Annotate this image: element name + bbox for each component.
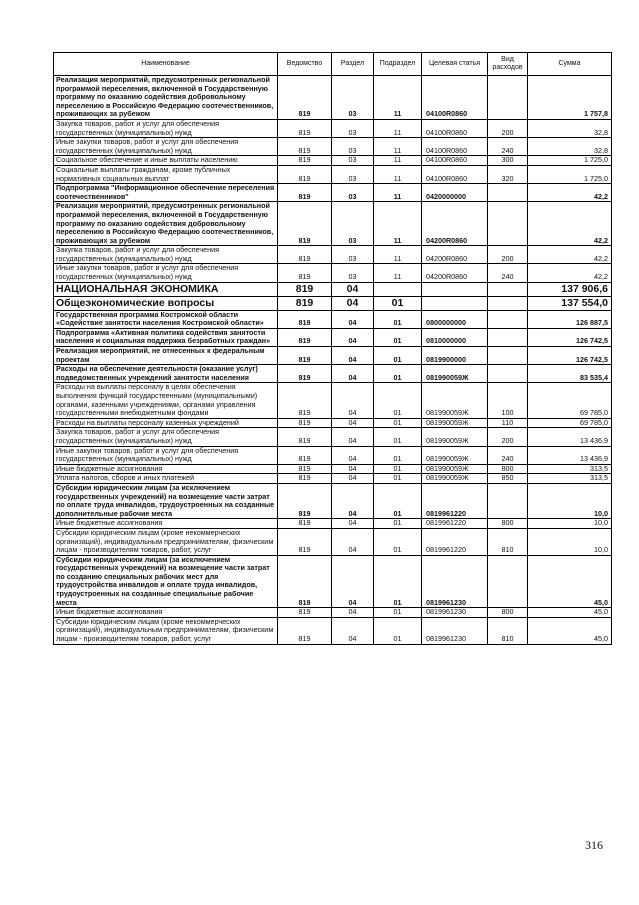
row-section-cell: 03 xyxy=(332,156,374,166)
row-subsection-cell: 01 xyxy=(374,328,422,346)
row-section-cell: 04 xyxy=(332,519,374,529)
table-row xyxy=(54,165,612,183)
row-sum-cell: 32,8 xyxy=(528,119,612,137)
row-target-cell: 0800000000 xyxy=(422,310,488,328)
row-expense-type-cell xyxy=(488,296,528,310)
row-name-cell: Расходы на обеспечение деятельности (оказание услуг) подведомственных учреждений занятости населения xyxy=(54,365,278,383)
row-dept-cell: 819 xyxy=(278,310,332,328)
row-dept-cell: 819 xyxy=(278,138,332,156)
row-section-cell: 04 xyxy=(332,328,374,346)
row-section-cell: 04 xyxy=(332,483,374,518)
row-expense-type-cell xyxy=(488,184,528,202)
row-dept-cell: 819 xyxy=(278,328,332,346)
row-dept-cell: 819 xyxy=(278,617,332,644)
row-expense-type-cell: 800 xyxy=(488,464,528,474)
row-subsection-cell: 01 xyxy=(374,617,422,644)
row-subsection-cell: 11 xyxy=(374,138,422,156)
row-sum-cell: 10,0 xyxy=(528,528,612,555)
row-sum-cell: 137 906,6 xyxy=(528,282,612,296)
table-row xyxy=(54,608,612,618)
row-expense-type-cell xyxy=(488,328,528,346)
row-dept-cell: 819 xyxy=(278,202,332,246)
table-row xyxy=(54,519,612,529)
row-subsection-cell: 01 xyxy=(374,418,422,428)
table-row xyxy=(54,138,612,156)
row-dept-cell: 819 xyxy=(278,184,332,202)
row-subsection-cell: 11 xyxy=(374,184,422,202)
table-row xyxy=(54,383,612,418)
row-section-cell: 04 xyxy=(332,365,374,383)
row-name-cell: Социальное обеспечение и иные выплаты населению xyxy=(54,156,278,166)
row-name-cell: Субсидии юридическим лицам (за исключением государственных учреждений) на возмещение части затрат по оплате труда инвалидов, трудоустроенных на созданные дополнительные рабочие места xyxy=(54,483,278,518)
row-section-cell: 04 xyxy=(332,383,374,418)
row-dept-cell: 819 xyxy=(278,165,332,183)
row-target-cell: 081990059Ж xyxy=(422,365,488,383)
row-name-cell: Иные закупки товаров, работ и услуг для обеспечения государственных (муниципальных) нужд xyxy=(54,264,278,282)
row-expense-type-cell: 810 xyxy=(488,617,528,644)
row-dept-cell: 819 xyxy=(278,119,332,137)
header-sum: Сумма xyxy=(528,53,612,76)
row-name-cell: Подпрограмма «Активная политика содействия занятости населения и социальная поддержка безработных граждан» xyxy=(54,328,278,346)
row-name-cell: НАЦИОНАЛЬНАЯ ЭКОНОМИКА xyxy=(54,282,278,296)
row-expense-type-cell: 240 xyxy=(488,138,528,156)
row-subsection-cell: 01 xyxy=(374,464,422,474)
row-target-cell: 081990059Ж xyxy=(422,446,488,464)
row-name-cell: Уплата налогов, сборов и иных платежей xyxy=(54,474,278,484)
row-dept-cell: 819 xyxy=(278,519,332,529)
row-subsection-cell: 01 xyxy=(374,519,422,529)
row-dept-cell: 819 xyxy=(278,555,332,608)
row-expense-type-cell: 100 xyxy=(488,383,528,418)
table-row xyxy=(54,555,612,608)
row-target-cell: 04200R0860 xyxy=(422,246,488,264)
row-name-cell: Социальные выплаты гражданам, кроме публичных нормативных социальных выплат xyxy=(54,165,278,183)
row-section-cell: 04 xyxy=(332,282,374,296)
row-expense-type-cell xyxy=(488,282,528,296)
row-sum-cell: 42,2 xyxy=(528,184,612,202)
table-row xyxy=(54,528,612,555)
row-sum-cell: 45,0 xyxy=(528,555,612,608)
row-subsection-cell: 01 xyxy=(374,474,422,484)
row-subsection-cell: 01 xyxy=(374,428,422,446)
row-target-cell: 0819961220 xyxy=(422,519,488,529)
row-sum-cell: 126 742,5 xyxy=(528,328,612,346)
row-subsection-cell: 11 xyxy=(374,264,422,282)
row-section-cell: 04 xyxy=(332,296,374,310)
row-expense-type-cell: 240 xyxy=(488,446,528,464)
row-name-cell: Подпрограмма "Информационное обеспечение переселения соотечественников" xyxy=(54,184,278,202)
table-row xyxy=(54,446,612,464)
table-row xyxy=(54,365,612,383)
row-sum-cell: 69 785,0 xyxy=(528,383,612,418)
row-section-cell: 03 xyxy=(332,138,374,156)
row-name-cell: Реализация мероприятий, предусмотренных региональной программой переселения, включенной в Государственную программу по оказанию содействия добровольному переселению в Российскую Федерацию соотечественников, проживающих за рубежом xyxy=(54,76,278,120)
row-target-cell: 0819961230 xyxy=(422,617,488,644)
row-sum-cell: 83 535,4 xyxy=(528,365,612,383)
row-sum-cell: 10,0 xyxy=(528,483,612,518)
row-expense-type-cell: 800 xyxy=(488,519,528,529)
table-row xyxy=(54,347,612,365)
row-dept-cell: 819 xyxy=(278,246,332,264)
row-subsection-cell: 11 xyxy=(374,119,422,137)
row-target-cell: 0420000000 xyxy=(422,184,488,202)
row-name-cell: Реализация мероприятий, не отнесенных к федеральным проектам xyxy=(54,347,278,365)
row-target-cell: 0810000000 xyxy=(422,328,488,346)
budget-table xyxy=(53,52,612,645)
table-header-row xyxy=(54,53,612,76)
header-name: Наименование xyxy=(54,53,278,76)
row-section-cell: 04 xyxy=(332,555,374,608)
row-target-cell: 081990059Ж xyxy=(422,474,488,484)
row-section-cell: 03 xyxy=(332,184,374,202)
row-dept-cell: 819 xyxy=(278,446,332,464)
row-expense-type-cell: 200 xyxy=(488,246,528,264)
row-dept-cell: 819 xyxy=(278,474,332,484)
row-name-cell: Государственная программа Костромской области «Содействие занятости населения Костромской области» xyxy=(54,310,278,328)
row-name-cell: Реализация мероприятий, предусмотренных региональной программой переселения, включенной в Государственную программу по оказанию содействия добровольному переселению в Российскую Федерацию соотечественников, проживающих за рубежом xyxy=(54,202,278,246)
row-subsection-cell: 01 xyxy=(374,347,422,365)
row-sum-cell: 1 725,0 xyxy=(528,165,612,183)
row-section-cell: 04 xyxy=(332,418,374,428)
row-section-cell: 04 xyxy=(332,310,374,328)
row-expense-type-cell xyxy=(488,76,528,120)
row-sum-cell: 13 436,9 xyxy=(528,446,612,464)
row-section-cell: 03 xyxy=(332,165,374,183)
row-sum-cell: 10,0 xyxy=(528,519,612,529)
row-expense-type-cell xyxy=(488,310,528,328)
row-subsection-cell: 01 xyxy=(374,296,422,310)
row-section-cell: 04 xyxy=(332,464,374,474)
row-section-cell: 04 xyxy=(332,428,374,446)
row-subsection-cell: 01 xyxy=(374,383,422,418)
row-target-cell: 0819961230 xyxy=(422,608,488,618)
row-target-cell: 0819900000 xyxy=(422,347,488,365)
row-expense-type-cell xyxy=(488,365,528,383)
row-dept-cell: 819 xyxy=(278,418,332,428)
row-target-cell: 04100R0860 xyxy=(422,138,488,156)
row-target-cell: 081990059Ж xyxy=(422,464,488,474)
row-target-cell: 081990059Ж xyxy=(422,428,488,446)
row-section-cell: 04 xyxy=(332,474,374,484)
row-name-cell: Иные бюджетные ассигнования xyxy=(54,519,278,529)
row-subsection-cell: 11 xyxy=(374,246,422,264)
row-section-cell: 03 xyxy=(332,76,374,120)
row-sum-cell: 32,8 xyxy=(528,138,612,156)
header-target-article: Целевая статья xyxy=(422,53,488,76)
table-row xyxy=(54,246,612,264)
header-section: Раздел xyxy=(332,53,374,76)
row-name-cell: Иные бюджетные ассигнования xyxy=(54,608,278,618)
row-expense-type-cell: 810 xyxy=(488,528,528,555)
table-body xyxy=(54,76,612,645)
header-dept: Ведомство xyxy=(278,53,332,76)
row-name-cell: Закупка товаров, работ и услуг для обеспечения государственных (муниципальных) нужд xyxy=(54,246,278,264)
row-name-cell: Иные закупки товаров, работ и услуг для обеспечения государственных (муниципальных) нужд xyxy=(54,138,278,156)
row-subsection-cell: 01 xyxy=(374,310,422,328)
row-subsection-cell: 01 xyxy=(374,555,422,608)
row-sum-cell: 42,2 xyxy=(528,264,612,282)
row-dept-cell: 819 xyxy=(278,483,332,518)
row-dept-cell: 819 xyxy=(278,608,332,618)
row-expense-type-cell: 320 xyxy=(488,165,528,183)
row-name-cell: Закупка товаров, работ и услуг для обеспечения государственных (муниципальных) нужд xyxy=(54,428,278,446)
table-row xyxy=(54,184,612,202)
row-dept-cell: 819 xyxy=(278,156,332,166)
row-dept-cell: 819 xyxy=(278,296,332,310)
row-dept-cell: 819 xyxy=(278,264,332,282)
row-target-cell: 04100R0860 xyxy=(422,76,488,120)
row-name-cell: Закупка товаров, работ и услуг для обеспечения государственных (муниципальных) нужд xyxy=(54,119,278,137)
row-sum-cell: 13 436,9 xyxy=(528,428,612,446)
table-row xyxy=(54,483,612,518)
row-name-cell: Иные бюджетные ассигнования xyxy=(54,464,278,474)
row-sum-cell: 42,2 xyxy=(528,246,612,264)
table-row xyxy=(54,296,612,310)
row-name-cell: Расходы на выплаты персоналу в целях обеспечения выполнения функций государственными (муниципальными) органами, казенными учреждениями, органами управления государственными внебюджетными фондами xyxy=(54,383,278,418)
row-expense-type-cell: 300 xyxy=(488,156,528,166)
table-row xyxy=(54,310,612,328)
row-expense-type-cell: 800 xyxy=(488,608,528,618)
table-row xyxy=(54,282,612,296)
header-subsection: Подраздел xyxy=(374,53,422,76)
row-sum-cell: 313,5 xyxy=(528,464,612,474)
table-row xyxy=(54,202,612,246)
row-name-cell: Субсидии юридическим лицам (кроме некоммерческих организаций), индивидуальным предпринимателям, физическим лицам - производителям товаров, работ, услуг xyxy=(54,617,278,644)
row-sum-cell: 1 725,0 xyxy=(528,156,612,166)
row-dept-cell: 819 xyxy=(278,347,332,365)
row-section-cell: 04 xyxy=(332,608,374,618)
row-section-cell: 04 xyxy=(332,528,374,555)
row-expense-type-cell: 850 xyxy=(488,474,528,484)
row-expense-type-cell xyxy=(488,483,528,518)
page-number: 316 xyxy=(585,838,603,852)
row-target-cell: 04200R0860 xyxy=(422,202,488,246)
row-target-cell: 0819961220 xyxy=(422,528,488,555)
table-row xyxy=(54,264,612,282)
row-subsection-cell: 01 xyxy=(374,528,422,555)
row-sum-cell: 45,0 xyxy=(528,617,612,644)
row-target-cell: 081990059Ж xyxy=(422,383,488,418)
row-subsection-cell: 11 xyxy=(374,76,422,120)
row-expense-type-cell: 240 xyxy=(488,264,528,282)
table-row xyxy=(54,119,612,137)
row-target-cell: 04100R0860 xyxy=(422,156,488,166)
row-expense-type-cell xyxy=(488,202,528,246)
row-name-cell: Расходы на выплаты персоналу казенных учреждений xyxy=(54,418,278,428)
row-dept-cell: 819 xyxy=(278,528,332,555)
row-target-cell: 04100R0860 xyxy=(422,119,488,137)
row-subsection-cell: 11 xyxy=(374,156,422,166)
row-sum-cell: 69 785,0 xyxy=(528,418,612,428)
row-target-cell: 0819961220 xyxy=(422,483,488,518)
row-target-cell: 081990059Ж xyxy=(422,418,488,428)
table-row xyxy=(54,617,612,644)
row-subsection-cell xyxy=(374,282,422,296)
row-sum-cell: 126 887,5 xyxy=(528,310,612,328)
row-expense-type-cell: 200 xyxy=(488,428,528,446)
row-sum-cell: 126 742,5 xyxy=(528,347,612,365)
row-name-cell: Иные закупки товаров, работ и услуг для обеспечения государственных (муниципальных) нужд xyxy=(54,446,278,464)
table-row xyxy=(54,474,612,484)
row-section-cell: 04 xyxy=(332,347,374,365)
row-subsection-cell: 11 xyxy=(374,165,422,183)
header-expense-type: Вид расходов xyxy=(488,53,528,76)
row-sum-cell: 1 757,8 xyxy=(528,76,612,120)
row-dept-cell: 819 xyxy=(278,428,332,446)
row-target-cell: 04200R0860 xyxy=(422,264,488,282)
row-name-cell: Общеэкономические вопросы xyxy=(54,296,278,310)
row-subsection-cell: 01 xyxy=(374,446,422,464)
row-sum-cell: 42,2 xyxy=(528,202,612,246)
row-expense-type-cell xyxy=(488,555,528,608)
row-section-cell: 03 xyxy=(332,246,374,264)
row-section-cell: 03 xyxy=(332,264,374,282)
row-subsection-cell: 01 xyxy=(374,608,422,618)
row-dept-cell: 819 xyxy=(278,282,332,296)
row-dept-cell: 819 xyxy=(278,365,332,383)
row-sum-cell: 45,0 xyxy=(528,608,612,618)
row-name-cell: Субсидии юридическим лицам (за исключением государственных учреждений) на возмещение части затрат по созданию специальных рабочих мест для трудоустройства инвалидов и оплате труда инвалидов, трудоустроенных на созданные специальные рабочие места xyxy=(54,555,278,608)
row-dept-cell: 819 xyxy=(278,464,332,474)
row-sum-cell: 137 554,0 xyxy=(528,296,612,310)
row-target-cell: 04100R0860 xyxy=(422,165,488,183)
row-expense-type-cell: 110 xyxy=(488,418,528,428)
row-section-cell: 03 xyxy=(332,202,374,246)
row-expense-type-cell: 200 xyxy=(488,119,528,137)
row-target-cell xyxy=(422,282,488,296)
table-row xyxy=(54,328,612,346)
row-dept-cell: 819 xyxy=(278,76,332,120)
row-subsection-cell: 01 xyxy=(374,365,422,383)
row-section-cell: 04 xyxy=(332,617,374,644)
row-subsection-cell: 11 xyxy=(374,202,422,246)
row-expense-type-cell xyxy=(488,347,528,365)
row-sum-cell: 313,5 xyxy=(528,474,612,484)
row-section-cell: 04 xyxy=(332,446,374,464)
table-row xyxy=(54,76,612,120)
row-section-cell: 03 xyxy=(332,119,374,137)
row-target-cell xyxy=(422,296,488,310)
row-target-cell: 0819961230 xyxy=(422,555,488,608)
row-subsection-cell: 01 xyxy=(374,483,422,518)
row-dept-cell: 819 xyxy=(278,383,332,418)
table-row xyxy=(54,428,612,446)
row-name-cell: Субсидии юридическим лицам (кроме некоммерческих организаций), индивидуальным предпринимателям, физическим лицам - производителям товаров, работ, услуг xyxy=(54,528,278,555)
table-row xyxy=(54,156,612,166)
